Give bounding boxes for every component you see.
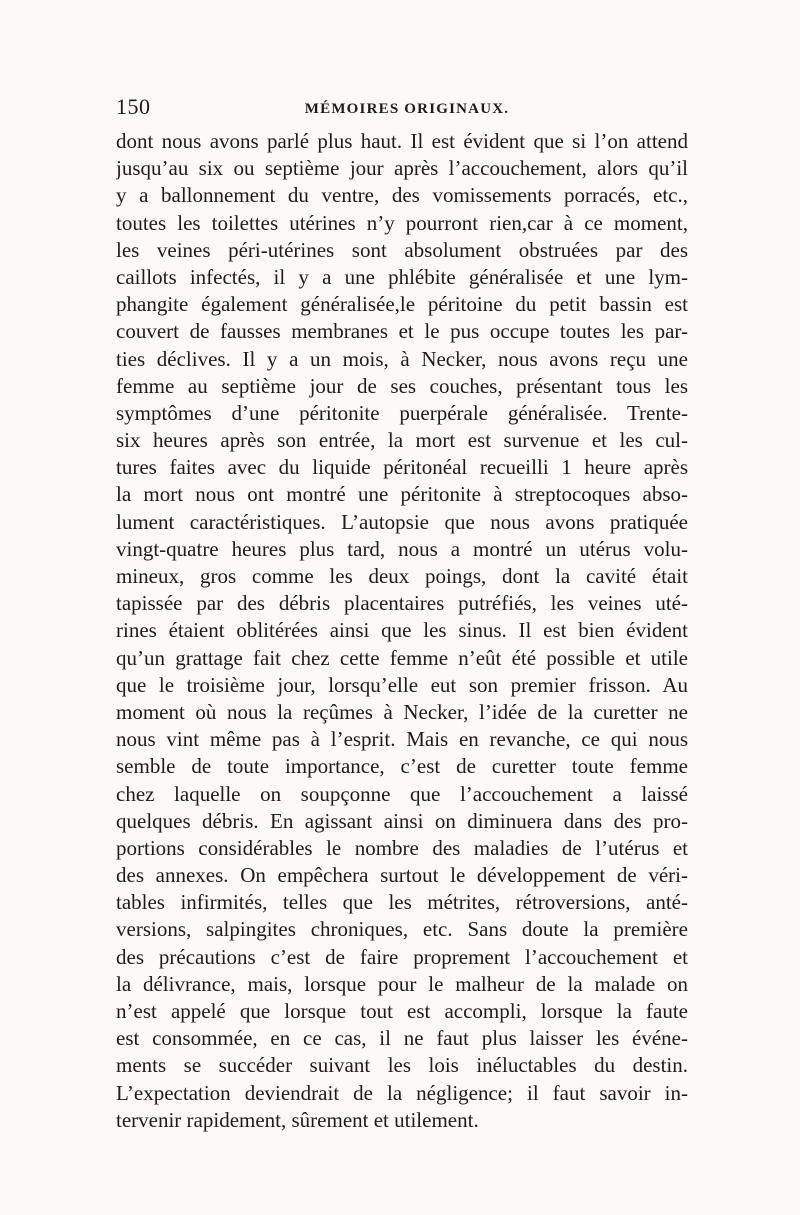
text-line: couvert de fausses membranes et le pus occupe toutes les par-	[116, 319, 688, 344]
text-line: ties déclives. Il y a un mois, à Necker, nous avons reçu une	[116, 346, 688, 371]
text-line: qu’un grattage fait chez cette femme n’eût été possible et utile	[116, 645, 688, 670]
text-line: la mort nous ont montré une péritonite à streptocoques abso-	[116, 482, 688, 507]
text-line: portions considérables le nombre des maladies de l’utérus et	[116, 835, 688, 860]
text-line: toutes les toilettes utérines n’y pourront rien,car à ce moment,	[116, 210, 688, 235]
text-line: n’est appelé que lorsque tout est accompli, lorsque la faute	[116, 999, 688, 1023]
text-line: est consommée, en ce cas, il ne faut plus laisser les événe-	[116, 1026, 688, 1051]
text-line: lument caractéristiques. L’autopsie que nous avons pratiquée	[116, 509, 688, 534]
text-line: y a ballonnement du ventre, des vomissements porracés, etc.,	[116, 183, 688, 208]
text-line: les veines péri-utérines sont absolument obstruées par des	[116, 237, 688, 262]
text-line: des précautions c’est de faire proprement l’accouchement et	[116, 944, 688, 969]
text-line: jusqu’au six ou septième jour après l’accouchement, alors qu’il	[116, 156, 688, 181]
text-line: la délivrance, mais, lorsque pour le malheur de la malade on	[116, 971, 688, 996]
text-line: caillots infectés, il y a une phlébite généralisée et une lym-	[116, 264, 688, 289]
text-line: vingt-quatre heures plus tard, nous a montré un utérus volu-	[116, 536, 688, 561]
text-line: tures faites avec du liquide péritonéal recueilli 1 heure après	[116, 455, 688, 480]
body-paragraph	[116, 128, 688, 1134]
text-line: chez laquelle on soupçonne que l’accouchement a laissé	[116, 781, 688, 806]
text-line: que le troisième jour, lorsqu’elle eut son premier frisson. Au	[116, 672, 688, 697]
text-line: versions, salpingites chroniques, etc. Sans doute la première	[116, 917, 688, 942]
text-line: ments se succéder suivant les lois inéluctables du destin.	[116, 1053, 688, 1078]
text-line: tervenir rapidement, sûrement et utilement.	[116, 1107, 479, 1132]
page-number: 150	[116, 94, 151, 119]
text-line: tables infirmités, telles que les métrites, rétroversions, anté-	[116, 890, 688, 915]
text-line: symptômes d’une péritonite puerpérale généralisée. Trente-	[116, 400, 688, 425]
text-line: semble de toute importance, c’est de curetter toute femme	[116, 754, 688, 779]
text-line: L’expectation deviendrait de la négligence; il faut savoir in-	[116, 1080, 688, 1105]
text-line: tapissée par des débris placentaires putréfiés, les veines uté-	[116, 591, 688, 616]
running-head: MÉMOIRES ORIGINAUX.	[304, 101, 510, 117]
text-line: quelques débris. En agissant ainsi on diminuera dans des pro-	[116, 808, 688, 833]
text-line: des annexes. On empêchera surtout le développement de véri-	[116, 863, 688, 888]
text-line: phangite également généralisée,le péritoine du petit bassin est	[116, 292, 688, 317]
text-line: femme au septième jour de ses couches, présentant tous les	[116, 373, 688, 398]
text-line: mineux, gros comme les deux poings, dont la cavité était	[116, 564, 688, 588]
text-line: rines étaient oblitérées ainsi que les sinus. Il est bien évident	[116, 618, 688, 643]
text-line: six heures après son entrée, la mort est survenue et les cul-	[116, 428, 688, 453]
text-line: moment où nous la reçûmes à Necker, l’idée de la curetter ne	[116, 699, 688, 724]
text-line: nous vint même pas à l’esprit. Mais en revanche, ce qui nous	[116, 727, 688, 752]
text-line: dont nous avons parlé plus haut. Il est évident que si l’on attend	[116, 129, 688, 153]
